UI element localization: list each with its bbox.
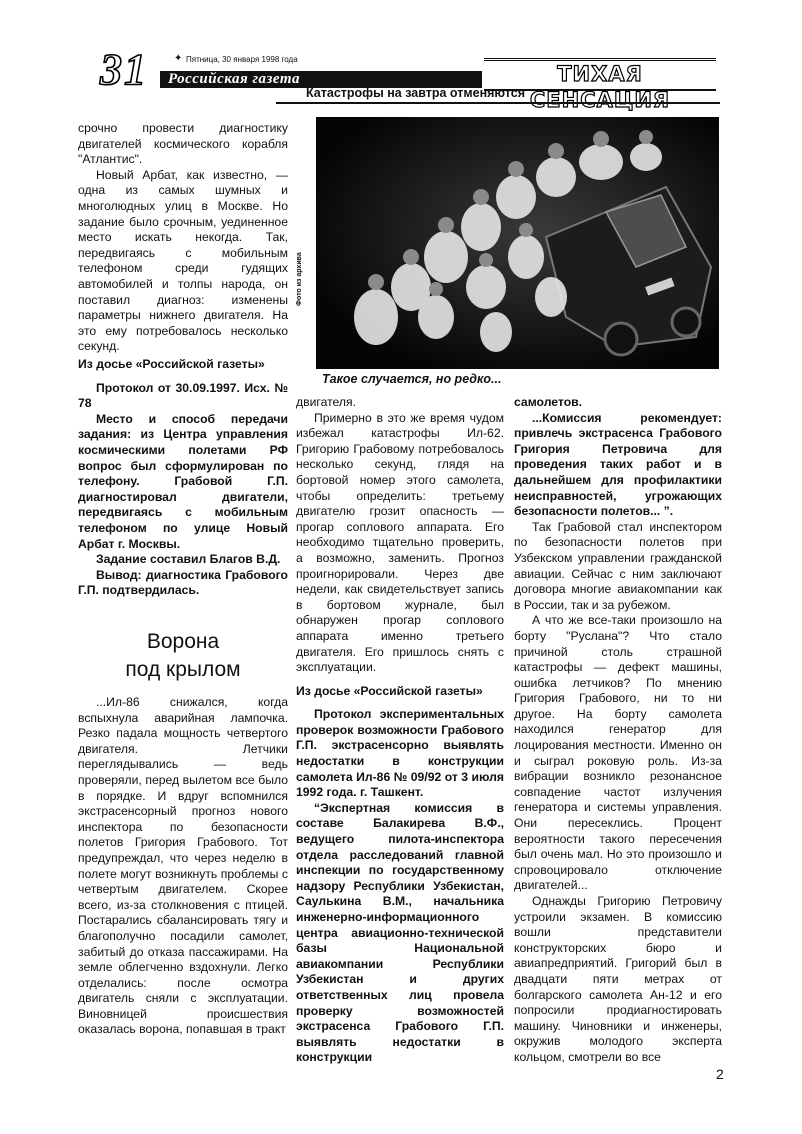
paragraph: Новый Арбат, как известно, — одна из самых шумных и многолюдных улиц в Москве. Но задание было срочным, уединенное место искать некогда. Так, передвигаясь с мобильным телефоном среди гудящих автомобилей и толпы народа, он поставил диагноз: изменены параметры нижнего двигателя. На это ему потребовалось несколько секунд. bbox=[78, 167, 288, 354]
commission-paragraph: “Экспертная комиссия в составе Балакирева В.Ф., ведущего пилота-инспектора отдела расследований главной инспекции по государственному надзору Республики Узбекистан, Саулькина В.М., начальника инженерно-информационного центра авиационно-технической базы Национальной авиакомпании Республики Узбекистан и других ответственных лиц провела проверку возможностей экстрасенса Грабового Г.П. выявлять недостатки в конструкции bbox=[296, 800, 504, 1065]
page-number: 2 bbox=[716, 1066, 724, 1082]
headline-line: под крылом bbox=[125, 658, 241, 681]
photo-caption: Такое случается, но редко... bbox=[322, 372, 502, 386]
paragraph: Примерно в это же время чудом избежал катастрофы Ил-62. Григорию Грабовому потребовалось несколько секунд, глядя на бортовой номер этого самолета, чтобы определить: третьему двигателю грозит опасность — прогар соплового аппарата. Его необходимо тщательно проверить, а возможно, заменить. Прогноз проигнорировали. Через две недели, как свидетельствует запись в бортовом журнале, был обнаружен прогар соплового аппарата именно третьего двигателя. Его пришлось снять с эксплуатации. bbox=[296, 410, 504, 675]
paragraph: самолетов. bbox=[514, 395, 583, 409]
paragraph: Так Грабовой стал инспектором по безопасности полетов при Узбекском управлении гражданской авиации. Сейчас с ним заключают договора многие авиакомпании как в России, так и за рубежом. bbox=[514, 519, 722, 612]
dossier-paragraph: Задание составил Благов В.Д. bbox=[96, 552, 281, 567]
dossier-heading: Из досье «Российской газеты» bbox=[296, 683, 483, 698]
newspaper-name: Российская газета bbox=[168, 71, 301, 87]
diamond-icon: ✦ bbox=[174, 53, 183, 64]
paragraph: двигателя. bbox=[296, 395, 356, 409]
page-subtitle: Катастрофы на завтра отменяются bbox=[306, 86, 525, 100]
column-3 bbox=[514, 395, 722, 1066]
dossier-paragraph: Вывод: диагностика Грабового Г.П. подтвердилась. bbox=[78, 567, 288, 598]
paragraph: Однажды Григорию Петровичу устроили экзамен. В комиссию вошли представители конструкторских бюро и авиапредприятий. Григорий был в двадцати пяти метрах от болгарского самолета Ан-12 и его попросили продиагностировать машину. Чиновники и инженеры, окружив молодого эксперта кольцом, смотрели во все bbox=[514, 894, 722, 1064]
column-1-dossier bbox=[78, 349, 288, 599]
protocol-line: Протокол от 30.09.1997. Исх. № 78 bbox=[78, 380, 288, 411]
rubric-title: ТИХАЯ СЕНСАЦИЯ bbox=[484, 58, 716, 91]
dossier-heading: Из досье «Российской газеты» bbox=[78, 357, 265, 371]
photo-crowd-on-car-image bbox=[316, 117, 719, 369]
recommendation-paragraph: ...Комиссия рекомендует: привлечь экстрасенса Грабового Григория Петровича для проведения таких работ и в дальнейшем для профилактики неисправностей, угрожающих безопасности полетов... ”. bbox=[514, 410, 722, 519]
paragraph: А что же все-таки произошло на борту "Руслана"? Что стало причиной столь страшной катастрофы — дефект машины, ошибка летчиков? По мнению Григория Грабового, ни то ни другое. На борту самолета находился генератор для лоцирования местности. Именно он и сыграл роковую роль. Из-за вибрации возникло резонансное совпадение частот излучения генератора и системы управления. Они пересеклись. Процент вероятности такого пересечения был очень мал. Но это произошло и спровоцировало отключение двигателей... bbox=[514, 613, 722, 893]
column-2 bbox=[296, 395, 504, 1066]
dossier-paragraph: Место и способ передачи задания: из Центра управления космическими полетами РФ вопрос был сформулирован по телефону. Грабовой Г.П. диагностировал двигатели, передвигаясь с мобильным телефоном по улице Новый Арбат г. Москвы. bbox=[78, 411, 288, 551]
photo bbox=[316, 117, 719, 369]
headline-line: Ворона bbox=[146, 630, 220, 653]
issue-number: 31 bbox=[100, 45, 148, 94]
paragraph: ...Ил-86 снижался, когда вспыхнула аварийная лампочка. Резко падала мощность четвертого двигателя. Летчики переглядывались — ведь проверяли, перед вылетом все было в порядке. И вдруг вспомнился экстрасенсорный прогноз нового инспектора по безопасности полетов Григория Грабового. Тот предупреждал, что через неделю в полете могут возникнуть проблемы с четвертым двигателем. Скорее всего, из-за столкновения с птицей. Постарались сбалансировать тягу и благополучно посадили самолет, забитый до отказа пассажирами. На земле облегченно вздохнули. Легко отделались: после осмотра двигатель сняли с эксплуатации. Виновницей происшествия оказалась ворона, попавшая в тракт bbox=[78, 695, 288, 1037]
date-line: Пятница, 30 января 1998 года bbox=[186, 55, 298, 64]
paragraph: срочно провести диагностику двигателей космического корабля "Атлантис". bbox=[78, 121, 288, 167]
article-headline bbox=[78, 628, 288, 684]
column-1-top bbox=[78, 121, 288, 355]
column-1-story bbox=[78, 695, 288, 1038]
photo-credit: Фото из архива bbox=[296, 252, 303, 306]
protocol-paragraph: Протокол экспериментальных проверок возможности Грабового Г.П. экстрасенсорно выявлять недостатки в конструкции самолета Ил-86 № 09/92 от 3 июля 1992 года. г. Ташкент. bbox=[296, 707, 504, 800]
